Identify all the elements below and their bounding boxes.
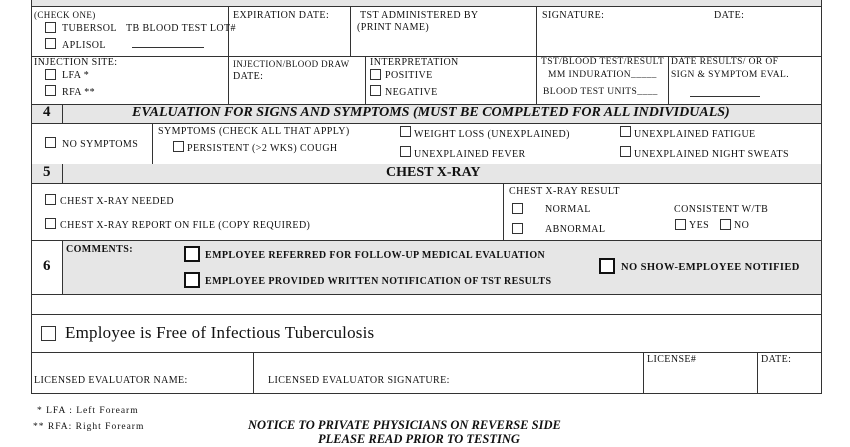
unexplained-fever-checkbox[interactable] (400, 146, 411, 157)
notified-checkbox[interactable] (184, 272, 200, 288)
unexplained-fatigue-checkbox[interactable] (620, 126, 631, 137)
tst-administered-by-label: TST ADMINISTERED BY (360, 10, 479, 21)
xray-report-label: CHEST X-RAY REPORT ON FILE (COPY REQUIRED) (60, 220, 311, 231)
negative-checkbox[interactable] (370, 85, 381, 96)
evaluator-name-label: LICENSED EVALUATOR NAME: (34, 375, 188, 386)
unexplained-fatigue-label: UNEXPLAINED FATIGUE (634, 129, 756, 140)
date-results-label: DATE RESULTS/ OR OF (671, 57, 779, 67)
section5-title: CHEST X-RAY (386, 165, 481, 180)
injection-blood-draw-label: INJECTION/BLOOD DRAW (233, 59, 350, 69)
xray-needed-label: CHEST X-RAY NEEDED (60, 196, 175, 207)
free-of-tb-label: Employee is Free of Infectious Tuberculosis (65, 323, 375, 342)
weight-loss-checkbox[interactable] (400, 126, 411, 137)
rfa-note: ** RFA: Right Forearm (33, 422, 145, 432)
negative-label: NEGATIVE (385, 87, 438, 98)
injection-site-label: INJECTION SITE: (34, 57, 118, 68)
mm-induration-label: MM INDURATION_____ (548, 70, 657, 80)
section6-number: 6 (43, 258, 51, 274)
check-one-label: (CHECK ONE) (34, 10, 96, 20)
free-of-tb-checkbox[interactable] (41, 326, 56, 341)
abnormal-checkbox[interactable] (512, 223, 523, 234)
symptoms-check-label: SYMPTOMS (CHECK ALL THAT APPLY) (158, 126, 350, 137)
normal-checkbox[interactable] (512, 203, 523, 214)
positive-label: POSITIVE (385, 70, 433, 81)
lfa-label: LFA * (62, 70, 90, 81)
lfa-checkbox[interactable] (45, 69, 56, 80)
aplisol-label: APLISOL (62, 40, 106, 51)
positive-checkbox[interactable] (370, 69, 381, 80)
tubersol-checkbox[interactable] (45, 22, 56, 33)
xray-report-checkbox[interactable] (45, 218, 56, 229)
referred-checkbox[interactable] (184, 246, 200, 262)
consistent-no-label: NO (734, 220, 750, 231)
unexplained-fever-label: UNEXPLAINED FEVER (414, 149, 526, 160)
section5-number: 5 (43, 164, 51, 180)
print-name-label: (PRINT NAME) (357, 22, 430, 33)
expiration-date-label: EXPIRATION DATE: (233, 10, 330, 21)
abnormal-label: ABNORMAL (545, 224, 606, 235)
consistent-tb-label: CONSISTENT W/TB (674, 204, 769, 215)
aplisol-checkbox[interactable] (45, 38, 56, 49)
lfa-note: * LFA : Left Forearm (37, 406, 139, 416)
no-symptoms-label: NO SYMPTOMS (62, 139, 139, 150)
no-show-label: NO SHOW-EMPLOYEE NOTIFIED (621, 262, 800, 273)
rfa-label: RFA ** (62, 87, 96, 98)
evaluator-signature-label: LICENSED EVALUATOR SIGNATURE: (268, 375, 450, 386)
night-sweats-label: UNEXPLAINED NIGHT SWEATS (634, 149, 789, 160)
notice-text: NOTICE TO PRIVATE PHYSICIANS ON REVERSE SIDE (248, 418, 561, 432)
notified-label: EMPLOYEE PROVIDED WRITTEN NOTIFICATION OF TST RESULTS (205, 276, 552, 287)
interpretation-label: INTERPRETATION (370, 57, 459, 68)
tb-blood-test-lot-label: TB BLOOD TEST LOT# (126, 23, 236, 34)
weight-loss-label: WEIGHT LOSS (UNEXPLAINED) (414, 129, 570, 140)
consistent-no-checkbox[interactable] (720, 219, 731, 230)
xray-result-label: CHEST X-RAY RESULT (509, 186, 620, 197)
persistent-cough-label: PERSISTENT (>2 WKS) COUGH (187, 143, 338, 154)
blood-test-units-label: BLOOD TEST UNITS____ (543, 87, 658, 97)
persistent-cough-checkbox[interactable] (173, 141, 184, 152)
section4-number: 4 (43, 104, 51, 120)
no-show-checkbox[interactable] (599, 258, 615, 274)
tubersol-label: TUBERSOL (62, 23, 117, 34)
section4-title: EVALUATION FOR SIGNS AND SYMPTOMS (MUST BE COMPLETED FOR ALL INDIVIDUALS) (132, 105, 730, 120)
xray-needed-checkbox[interactable] (45, 194, 56, 205)
consistent-yes-checkbox[interactable] (675, 219, 686, 230)
license-label: LICENSE# (647, 354, 697, 365)
rfa-checkbox[interactable] (45, 85, 56, 96)
injection-date-label: DATE: (233, 71, 264, 82)
signature-label: SIGNATURE: (542, 10, 605, 21)
date-label: DATE: (714, 10, 745, 21)
referred-label: EMPLOYEE REFERRED FOR FOLLOW-UP MEDICAL EVALUATION (205, 250, 546, 261)
normal-label: NORMAL (545, 204, 591, 215)
sign-symptom-eval-label: SIGN & SYMPTOM EVAL. (671, 70, 789, 80)
night-sweats-checkbox[interactable] (620, 146, 631, 157)
consistent-yes-label: YES (689, 220, 710, 231)
please-read-text: PLEASE READ PRIOR TO TESTING (318, 432, 520, 446)
lot-number-line[interactable] (132, 47, 204, 48)
date-results-line[interactable] (690, 96, 760, 97)
footer-date-label: DATE: (761, 354, 792, 365)
comments-label: COMMENTS: (66, 244, 133, 255)
tst-blood-result-label: TST/BLOOD TEST/RESULT (541, 57, 665, 67)
no-symptoms-checkbox[interactable] (45, 137, 56, 148)
